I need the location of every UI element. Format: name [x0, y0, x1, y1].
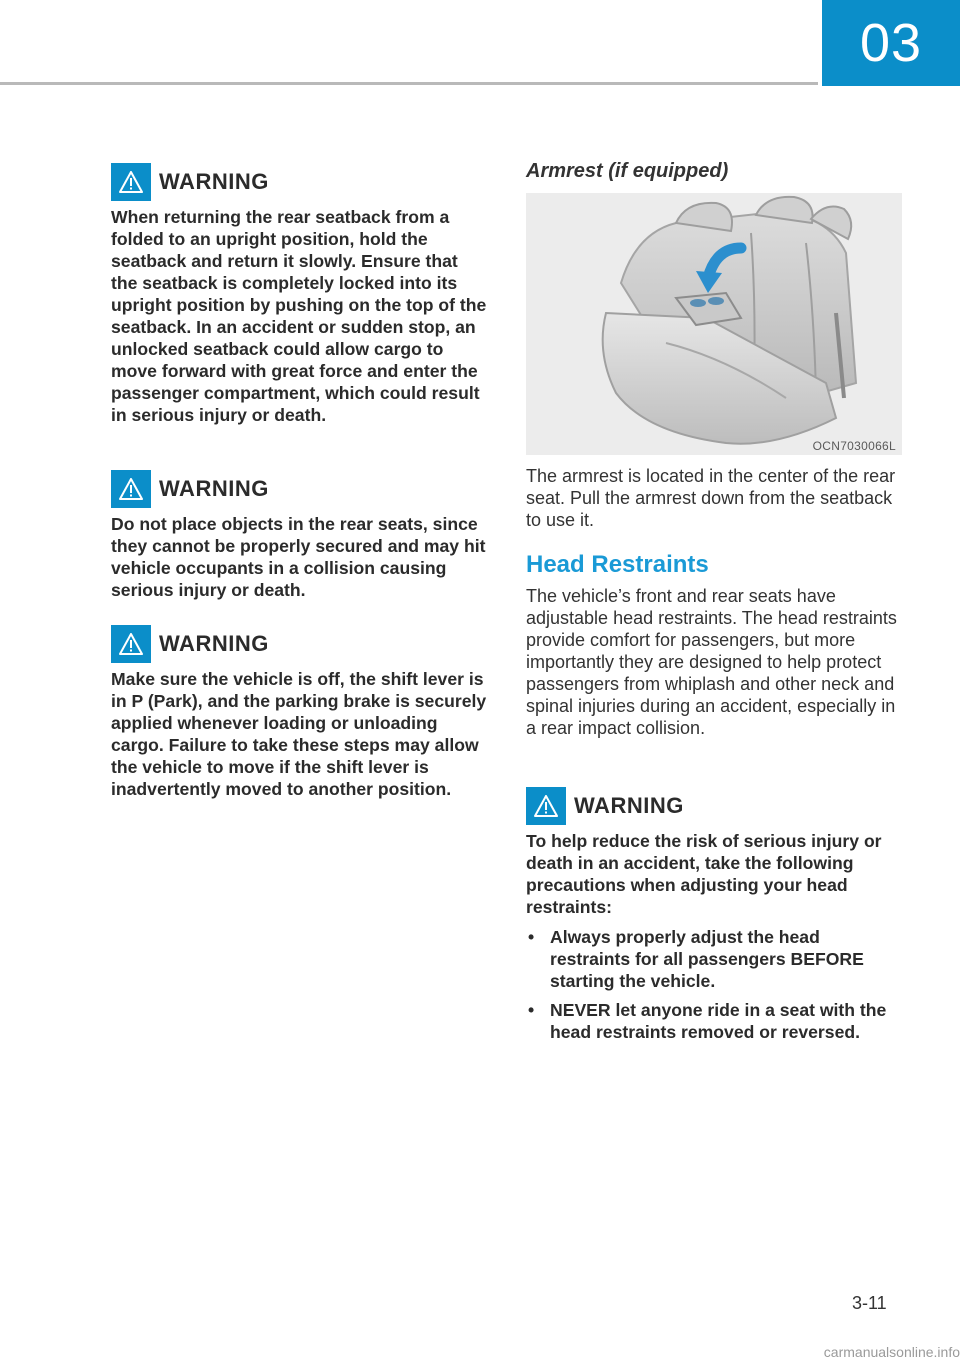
header-rule [0, 82, 818, 85]
chapter-number: 03 [859, 13, 923, 73]
chapter-tab [822, 0, 960, 86]
armrest-description: The armrest is located in the center of the rear seat. Pull the armrest down from the seatback to use it. [526, 466, 896, 530]
armrest-heading: Armrest (if equipped) [526, 160, 729, 182]
page-number: 3-11 [852, 1293, 887, 1313]
watermark-text: carmanualsonline.info [823, 1344, 960, 1360]
bullet-text: Always properly adjust the head restraints for all passengers BEFORE starting the vehicle. [550, 927, 864, 991]
figure-code: OCN7030066L [812, 439, 896, 453]
section-title: Head Restraints [526, 551, 709, 578]
bullet-text: NEVER let anyone ride in a seat with the head restraints removed or reversed. [550, 1000, 887, 1042]
warning-triangle-icon [526, 787, 566, 825]
warning-title: WARNING [574, 793, 684, 818]
list-item: • NEVER let anyone ride in a seat with the head restraints removed or reversed. [528, 1000, 887, 1042]
warning-title: WARNING [159, 631, 269, 656]
warning-bullet-list [526, 926, 904, 1043]
warning-box-3 [111, 624, 489, 800]
armrest-illustration [526, 193, 902, 455]
warning-triangle-icon [111, 625, 151, 663]
warning-triangle-icon [111, 163, 151, 201]
head-restraints-description: The vehicle’s front and rear seats have adjustable head restraints. The head restraints provide comfort for passengers, but more importantly they are designed to help protect passengers from whiplash and other neck and spinal injuries during an accident, especially in a rear impact collision. [526, 586, 897, 738]
warning-text: When returning the rear seatback from a folded to an upright position, hold the seatback and return it slowly. Ensure that the seatback is completely locked into its upright position by pushing on the top of the seatback. In an accident or sudden stop, an unlocked seatback could allow cargo to move forward with great force and enter the passenger compartment, which could result in serious injury or death. [111, 207, 487, 425]
warning-title: WARNING [159, 169, 269, 194]
warning-title: WARNING [159, 476, 269, 501]
rear-seat-illustration [526, 193, 902, 455]
warning-text: Make sure the vehicle is off, the shift lever is in P (Park), and the parking brake is securely applied whenever loading or unloading cargo. Failure to take these steps may allow the vehicle to move if the shift lever is inadvertently moved to another position. [111, 669, 487, 799]
warning-box-4 [526, 786, 904, 1050]
warning-box-1 [111, 162, 489, 426]
list-item: • Always properly adjust the head restraints for all passengers BEFORE starting the vehicle. [528, 927, 864, 991]
warning-intro: To help reduce the risk of serious injury or death in an accident, take the following precautions when adjusting your head restraints: [526, 831, 882, 917]
warning-triangle-icon [111, 470, 151, 508]
warning-box-2 [111, 469, 489, 601]
warning-text: Do not place objects in the rear seats, since they cannot be properly secured and may hit vehicle occupants in a collision causing serious injury or death. [111, 514, 486, 600]
